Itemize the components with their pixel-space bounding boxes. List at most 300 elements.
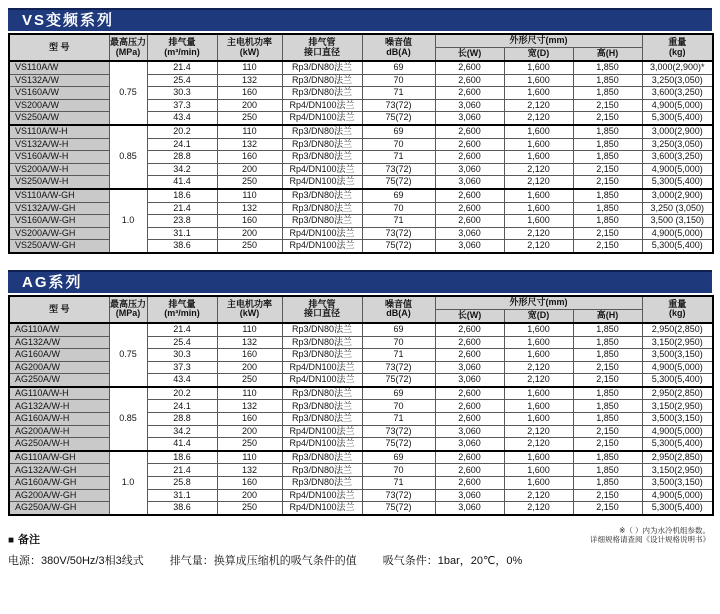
height-cell: 1,850 — [573, 138, 642, 151]
model-cell: AG200A/W-H — [9, 425, 109, 438]
col-header-noise: 噪音值 dB(A) — [362, 34, 435, 61]
width-cell: 2,600 — [435, 138, 504, 151]
power-cell: 110 — [217, 189, 282, 202]
model-cell: VS160A/W — [9, 87, 109, 100]
pipe-cell: Rp4/DN100法兰 — [282, 227, 362, 240]
height-cell: 2,150 — [573, 240, 642, 253]
width-cell: 2,600 — [435, 215, 504, 228]
height-cell: 1,850 — [573, 202, 642, 215]
noise-cell: 71 — [362, 87, 435, 100]
width-cell: 2,600 — [435, 125, 504, 138]
depth-cell: 1,600 — [504, 74, 573, 87]
width-cell: 2,600 — [435, 400, 504, 413]
model-cell: AG160A/W-GH — [9, 477, 109, 490]
power-cell: 160 — [217, 477, 282, 490]
noise-cell: 70 — [362, 336, 435, 349]
flow-cell: 20.2 — [147, 387, 217, 400]
model-cell: AG200A/W-GH — [9, 489, 109, 502]
noise-cell: 70 — [362, 464, 435, 477]
weight-cell: 4,900(5,000) — [642, 425, 713, 438]
flow-cell: 24.1 — [147, 138, 217, 151]
power-cell: 200 — [217, 99, 282, 112]
height-cell: 1,850 — [573, 451, 642, 464]
noise-cell: 69 — [362, 323, 435, 336]
col-header-depth: 宽(D) — [504, 48, 573, 62]
header-row — [9, 34, 713, 48]
water-cooled-note — [590, 526, 710, 545]
col-header-pressure: 最高压力 (MPa) — [109, 296, 147, 323]
pipe-cell: Rp3/DN80法兰 — [282, 336, 362, 349]
power-cell: 200 — [217, 361, 282, 374]
pressure-cell: 0.85 — [109, 125, 147, 189]
noise-cell: 75(72) — [362, 176, 435, 189]
col-header-weight: 重量 (kg) — [642, 34, 713, 61]
flow-cell: 37.3 — [147, 99, 217, 112]
noise-cell: 73(72) — [362, 425, 435, 438]
pipe-cell: Rp3/DN80法兰 — [282, 138, 362, 151]
flow-cell: 34.2 — [147, 163, 217, 176]
flow-cell: 25.8 — [147, 477, 217, 490]
flow-cell: 28.8 — [147, 413, 217, 426]
power-cell: 250 — [217, 438, 282, 451]
width-cell: 2,600 — [435, 61, 504, 74]
pipe-cell: Rp4/DN100法兰 — [282, 425, 362, 438]
depth-cell: 1,600 — [504, 215, 573, 228]
model-cell: AG250A/W-H — [9, 438, 109, 451]
weight-cell: 4,900(5,000) — [642, 361, 713, 374]
power-cell: 250 — [217, 112, 282, 125]
flow-cell: 41.4 — [147, 438, 217, 451]
width-cell: 3,060 — [435, 99, 504, 112]
noise-cell: 69 — [362, 125, 435, 138]
model-cell: VS250A/W-H — [9, 176, 109, 189]
model-cell: VS200A/W-H — [9, 163, 109, 176]
power-cell: 132 — [217, 336, 282, 349]
vs-series-table — [8, 33, 714, 254]
depth-cell: 1,600 — [504, 125, 573, 138]
depth-cell: 2,120 — [504, 112, 573, 125]
depth-cell: 2,120 — [504, 489, 573, 502]
height-cell: 2,150 — [573, 361, 642, 374]
power-cell: 160 — [217, 349, 282, 362]
power-cell: 110 — [217, 61, 282, 74]
ag-series-title: AG系列 — [8, 270, 712, 293]
weight-cell: 5,300(5,400) — [642, 502, 713, 515]
pipe-cell: Rp3/DN80法兰 — [282, 151, 362, 164]
pipe-cell: Rp3/DN80法兰 — [282, 202, 362, 215]
depth-cell: 1,600 — [504, 336, 573, 349]
model-cell: AG160A/W-H — [9, 413, 109, 426]
width-cell: 2,600 — [435, 336, 504, 349]
pressure-cell: 0.85 — [109, 387, 147, 451]
height-cell: 2,150 — [573, 99, 642, 112]
width-cell: 2,600 — [435, 451, 504, 464]
weight-cell: 4,900(5,000) — [642, 227, 713, 240]
vs-series-title: VS变频系列 — [8, 8, 712, 31]
col-header-width: 长(W) — [435, 48, 504, 62]
remark-heading-label: 备注 — [18, 533, 41, 546]
pipe-cell: Rp4/DN100法兰 — [282, 374, 362, 387]
weight-cell: 5,300(5,400) — [642, 112, 713, 125]
power-cell: 250 — [217, 176, 282, 189]
noise-cell: 71 — [362, 151, 435, 164]
flow-cell: 18.6 — [147, 189, 217, 202]
noise-cell: 71 — [362, 477, 435, 490]
model-cell: AG132A/W-H — [9, 400, 109, 413]
flow-cell: 24.1 — [147, 400, 217, 413]
height-cell: 1,850 — [573, 125, 642, 138]
width-cell: 2,600 — [435, 477, 504, 490]
pipe-cell: Rp3/DN80法兰 — [282, 451, 362, 464]
power-cell: 110 — [217, 387, 282, 400]
footer-notes — [8, 525, 712, 568]
pipe-cell: Rp4/DN100法兰 — [282, 361, 362, 374]
noise-cell: 73(72) — [362, 489, 435, 502]
power-cell: 110 — [217, 323, 282, 336]
pressure-cell: 1.0 — [109, 189, 147, 253]
height-cell: 2,150 — [573, 227, 642, 240]
depth-cell: 1,600 — [504, 451, 573, 464]
noise-cell: 69 — [362, 189, 435, 202]
width-cell: 3,060 — [435, 163, 504, 176]
flow-cell: 43.4 — [147, 112, 217, 125]
pipe-cell: Rp4/DN100法兰 — [282, 112, 362, 125]
pipe-cell: Rp3/DN80法兰 — [282, 477, 362, 490]
pipe-cell: Rp3/DN80法兰 — [282, 387, 362, 400]
width-cell: 2,600 — [435, 189, 504, 202]
power-cell: 132 — [217, 464, 282, 477]
power-cell: 160 — [217, 87, 282, 100]
height-cell: 1,850 — [573, 87, 642, 100]
col-header-pressure: 最高压力 (MPa) — [109, 34, 147, 61]
width-cell: 3,060 — [435, 361, 504, 374]
depth-cell: 2,120 — [504, 99, 573, 112]
noise-cell: 75(72) — [362, 438, 435, 451]
col-header-flow: 排气量 (m³/min) — [147, 34, 217, 61]
header-row — [9, 296, 713, 310]
weight-cell: 3,150(2,950) — [642, 336, 713, 349]
table-row — [9, 451, 713, 464]
width-cell: 3,060 — [435, 425, 504, 438]
col-header-height: 高(H) — [573, 48, 642, 62]
noise-cell: 73(72) — [362, 361, 435, 374]
pipe-cell: Rp3/DN80法兰 — [282, 400, 362, 413]
power-cell: 250 — [217, 240, 282, 253]
power-cell: 132 — [217, 138, 282, 151]
weight-cell: 2,950(2,850) — [642, 387, 713, 400]
weight-cell: 5,300(5,400) — [642, 240, 713, 253]
flow-cell: 30.3 — [147, 349, 217, 362]
power-cell: 160 — [217, 413, 282, 426]
height-cell: 1,850 — [573, 400, 642, 413]
model-cell: AG250A/W — [9, 374, 109, 387]
depth-cell: 2,120 — [504, 502, 573, 515]
model-cell: VS250A/W — [9, 112, 109, 125]
weight-cell: 3,000(2,900) — [642, 125, 713, 138]
noise-cell: 73(72) — [362, 163, 435, 176]
table-body — [9, 323, 713, 515]
width-cell: 2,600 — [435, 387, 504, 400]
square-bullet-icon: ■ — [8, 534, 15, 546]
height-cell: 1,850 — [573, 413, 642, 426]
water-cooled-note-line1: ※（ ）内为水冷机组参数。 — [619, 525, 710, 535]
power-cell: 200 — [217, 489, 282, 502]
width-cell: 2,600 — [435, 349, 504, 362]
col-header-dimensions: 外形尺寸(mm) — [435, 296, 642, 310]
height-cell: 2,150 — [573, 112, 642, 125]
model-cell: AG110A/W — [9, 323, 109, 336]
table-row — [9, 189, 713, 202]
pipe-cell: Rp3/DN80法兰 — [282, 87, 362, 100]
weight-cell: 3,250(3,050) — [642, 74, 713, 87]
noise-cell: 71 — [362, 349, 435, 362]
weight-cell: 5,300(5,400) — [642, 176, 713, 189]
weight-cell: 3,600(3,250) — [642, 87, 713, 100]
weight-cell: 3,500(3,150) — [642, 349, 713, 362]
height-cell: 2,150 — [573, 489, 642, 502]
weight-cell: 3,150(2,950) — [642, 464, 713, 477]
noise-cell: 71 — [362, 215, 435, 228]
weight-cell: 3,500(3,150) — [642, 477, 713, 490]
depth-cell: 2,120 — [504, 438, 573, 451]
depth-cell: 1,600 — [504, 323, 573, 336]
remark-line — [8, 552, 712, 568]
noise-cell: 71 — [362, 413, 435, 426]
pipe-cell: Rp3/DN80法兰 — [282, 61, 362, 74]
flow-cell: 37.3 — [147, 361, 217, 374]
noise-cell: 69 — [362, 451, 435, 464]
water-cooled-note-line2: 详细规格请查阅《设计规格说明书》 — [590, 535, 710, 545]
pressure-cell: 1.0 — [109, 451, 147, 515]
noise-cell: 75(72) — [362, 374, 435, 387]
pressure-cell: 0.75 — [109, 323, 147, 387]
height-cell: 2,150 — [573, 163, 642, 176]
width-cell: 3,060 — [435, 227, 504, 240]
col-header-depth: 宽(D) — [504, 309, 573, 323]
power-cell: 200 — [217, 227, 282, 240]
height-cell: 2,150 — [573, 374, 642, 387]
pipe-cell: Rp4/DN100法兰 — [282, 163, 362, 176]
flow-cell: 21.4 — [147, 202, 217, 215]
depth-cell: 1,600 — [504, 151, 573, 164]
depth-cell: 1,600 — [504, 400, 573, 413]
width-cell: 2,600 — [435, 323, 504, 336]
power-cell: 200 — [217, 163, 282, 176]
flow-cell: 41.4 — [147, 176, 217, 189]
model-cell: AG132A/W-GH — [9, 464, 109, 477]
depth-cell: 2,120 — [504, 374, 573, 387]
pipe-cell: Rp4/DN100法兰 — [282, 240, 362, 253]
flow-cell: 30.3 — [147, 87, 217, 100]
weight-cell: 3,500(3,150) — [642, 413, 713, 426]
model-cell: VS110A/W — [9, 61, 109, 74]
model-cell: AG132A/W — [9, 336, 109, 349]
ag-series-section — [8, 270, 712, 516]
table-row — [9, 387, 713, 400]
vs-series-section — [8, 8, 712, 254]
power-cell: 132 — [217, 202, 282, 215]
col-header-pipe: 排气管 接口直径 — [282, 34, 362, 61]
height-cell: 1,850 — [573, 215, 642, 228]
noise-cell: 70 — [362, 138, 435, 151]
noise-cell: 70 — [362, 74, 435, 87]
pipe-cell: Rp4/DN100法兰 — [282, 176, 362, 189]
height-cell: 1,850 — [573, 349, 642, 362]
col-header-noise: 噪音值 dB(A) — [362, 296, 435, 323]
depth-cell: 2,120 — [504, 176, 573, 189]
height-cell: 1,850 — [573, 74, 642, 87]
col-header-pipe: 排气管 接口直径 — [282, 296, 362, 323]
model-cell: VS250A/W-GH — [9, 240, 109, 253]
weight-cell: 4,900(5,000) — [642, 489, 713, 502]
pipe-cell: Rp3/DN80法兰 — [282, 125, 362, 138]
noise-cell: 69 — [362, 61, 435, 74]
pipe-cell: Rp4/DN100法兰 — [282, 502, 362, 515]
depth-cell: 2,120 — [504, 163, 573, 176]
table-header — [9, 34, 713, 61]
flow-cell: 31.1 — [147, 489, 217, 502]
pipe-cell: Rp4/DN100法兰 — [282, 438, 362, 451]
pipe-cell: Rp3/DN80法兰 — [282, 464, 362, 477]
power-cell: 132 — [217, 74, 282, 87]
noise-cell: 70 — [362, 202, 435, 215]
noise-cell: 75(72) — [362, 502, 435, 515]
weight-cell: 3,000(2,900) — [642, 189, 713, 202]
pipe-cell: Rp4/DN100法兰 — [282, 489, 362, 502]
height-cell: 1,850 — [573, 387, 642, 400]
noise-cell: 70 — [362, 400, 435, 413]
noise-cell: 75(72) — [362, 240, 435, 253]
col-header-height: 高(H) — [573, 309, 642, 323]
depth-cell: 1,600 — [504, 87, 573, 100]
power-cell: 250 — [217, 374, 282, 387]
flow-cell: 25.4 — [147, 74, 217, 87]
weight-cell: 2,950(2,850) — [642, 451, 713, 464]
weight-cell: 4,900(5,000) — [642, 163, 713, 176]
weight-cell: 3,250(3,050) — [642, 138, 713, 151]
height-cell: 1,850 — [573, 336, 642, 349]
table-row — [9, 61, 713, 74]
depth-cell: 2,120 — [504, 227, 573, 240]
flow-cell: 18.6 — [147, 451, 217, 464]
flow-cell: 21.4 — [147, 323, 217, 336]
pipe-cell: Rp3/DN80法兰 — [282, 215, 362, 228]
height-cell: 2,150 — [573, 176, 642, 189]
width-cell: 2,600 — [435, 74, 504, 87]
model-cell: VS200A/W — [9, 99, 109, 112]
depth-cell: 1,600 — [504, 349, 573, 362]
height-cell: 2,150 — [573, 425, 642, 438]
col-header-model: 型 号 — [9, 34, 109, 61]
table-row — [9, 125, 713, 138]
table-header — [9, 296, 713, 323]
depth-cell: 2,120 — [504, 240, 573, 253]
width-cell: 3,060 — [435, 374, 504, 387]
flow-cell: 38.6 — [147, 502, 217, 515]
noise-cell: 69 — [362, 387, 435, 400]
weight-cell: 2,950(2,850) — [642, 323, 713, 336]
model-cell: VS200A/W-GH — [9, 227, 109, 240]
suction-condition-note: 吸气条件：1bar，20℃，0% — [382, 554, 523, 567]
width-cell: 3,060 — [435, 112, 504, 125]
pipe-cell: Rp3/DN80法兰 — [282, 189, 362, 202]
col-header-flow: 排气量 (m³/min) — [147, 296, 217, 323]
flow-cell: 21.4 — [147, 61, 217, 74]
height-cell: 2,150 — [573, 502, 642, 515]
power-supply-note: 电源：380V/50Hz/3相3线式 — [8, 554, 144, 567]
depth-cell: 1,600 — [504, 189, 573, 202]
noise-cell: 73(72) — [362, 227, 435, 240]
model-cell: VS110A/W-H — [9, 125, 109, 138]
model-cell: AG250A/W-GH — [9, 502, 109, 515]
width-cell: 3,060 — [435, 240, 504, 253]
ag-series-table — [8, 295, 714, 516]
power-cell: 200 — [217, 425, 282, 438]
width-cell: 2,600 — [435, 151, 504, 164]
pipe-cell: Rp3/DN80法兰 — [282, 413, 362, 426]
height-cell: 1,850 — [573, 189, 642, 202]
model-cell: VS132A/W-GH — [9, 202, 109, 215]
width-cell: 3,060 — [435, 176, 504, 189]
table-row — [9, 323, 713, 336]
model-cell: VS160A/W-GH — [9, 215, 109, 228]
flow-cell: 34.2 — [147, 425, 217, 438]
pipe-cell: Rp3/DN80法兰 — [282, 74, 362, 87]
width-cell: 2,600 — [435, 464, 504, 477]
depth-cell: 2,120 — [504, 425, 573, 438]
pipe-cell: Rp3/DN80法兰 — [282, 323, 362, 336]
power-cell: 110 — [217, 451, 282, 464]
pipe-cell: Rp4/DN100法兰 — [282, 99, 362, 112]
weight-cell: 3,600(3,250) — [642, 151, 713, 164]
power-cell: 132 — [217, 400, 282, 413]
depth-cell: 1,600 — [504, 464, 573, 477]
depth-cell: 1,600 — [504, 61, 573, 74]
col-header-dimensions: 外形尺寸(mm) — [435, 34, 642, 48]
flow-definition-note: 排气量：换算成压缩机的吸气条件的值 — [169, 554, 357, 567]
width-cell: 2,600 — [435, 87, 504, 100]
depth-cell: 1,600 — [504, 413, 573, 426]
power-cell: 160 — [217, 151, 282, 164]
width-cell: 3,060 — [435, 502, 504, 515]
col-header-weight: 重量 (kg) — [642, 296, 713, 323]
power-cell: 250 — [217, 502, 282, 515]
height-cell: 1,850 — [573, 61, 642, 74]
weight-cell: 3,150(2,950) — [642, 400, 713, 413]
flow-cell: 23.8 — [147, 215, 217, 228]
model-cell: VS110A/W-GH — [9, 189, 109, 202]
flow-cell: 38.6 — [147, 240, 217, 253]
model-cell: AG110A/W-GH — [9, 451, 109, 464]
col-header-model: 型 号 — [9, 296, 109, 323]
pipe-cell: Rp3/DN80法兰 — [282, 349, 362, 362]
flow-cell: 20.2 — [147, 125, 217, 138]
noise-cell: 73(72) — [362, 99, 435, 112]
flow-cell: 31.1 — [147, 227, 217, 240]
flow-cell: 43.4 — [147, 374, 217, 387]
height-cell: 1,850 — [573, 477, 642, 490]
depth-cell: 2,120 — [504, 361, 573, 374]
height-cell: 1,850 — [573, 151, 642, 164]
model-cell: VS132A/W — [9, 74, 109, 87]
height-cell: 1,850 — [573, 464, 642, 477]
flow-cell: 21.4 — [147, 464, 217, 477]
table-body — [9, 61, 713, 253]
width-cell: 3,060 — [435, 489, 504, 502]
depth-cell: 1,600 — [504, 477, 573, 490]
weight-cell: 5,300(5,400) — [642, 374, 713, 387]
model-cell: AG200A/W — [9, 361, 109, 374]
